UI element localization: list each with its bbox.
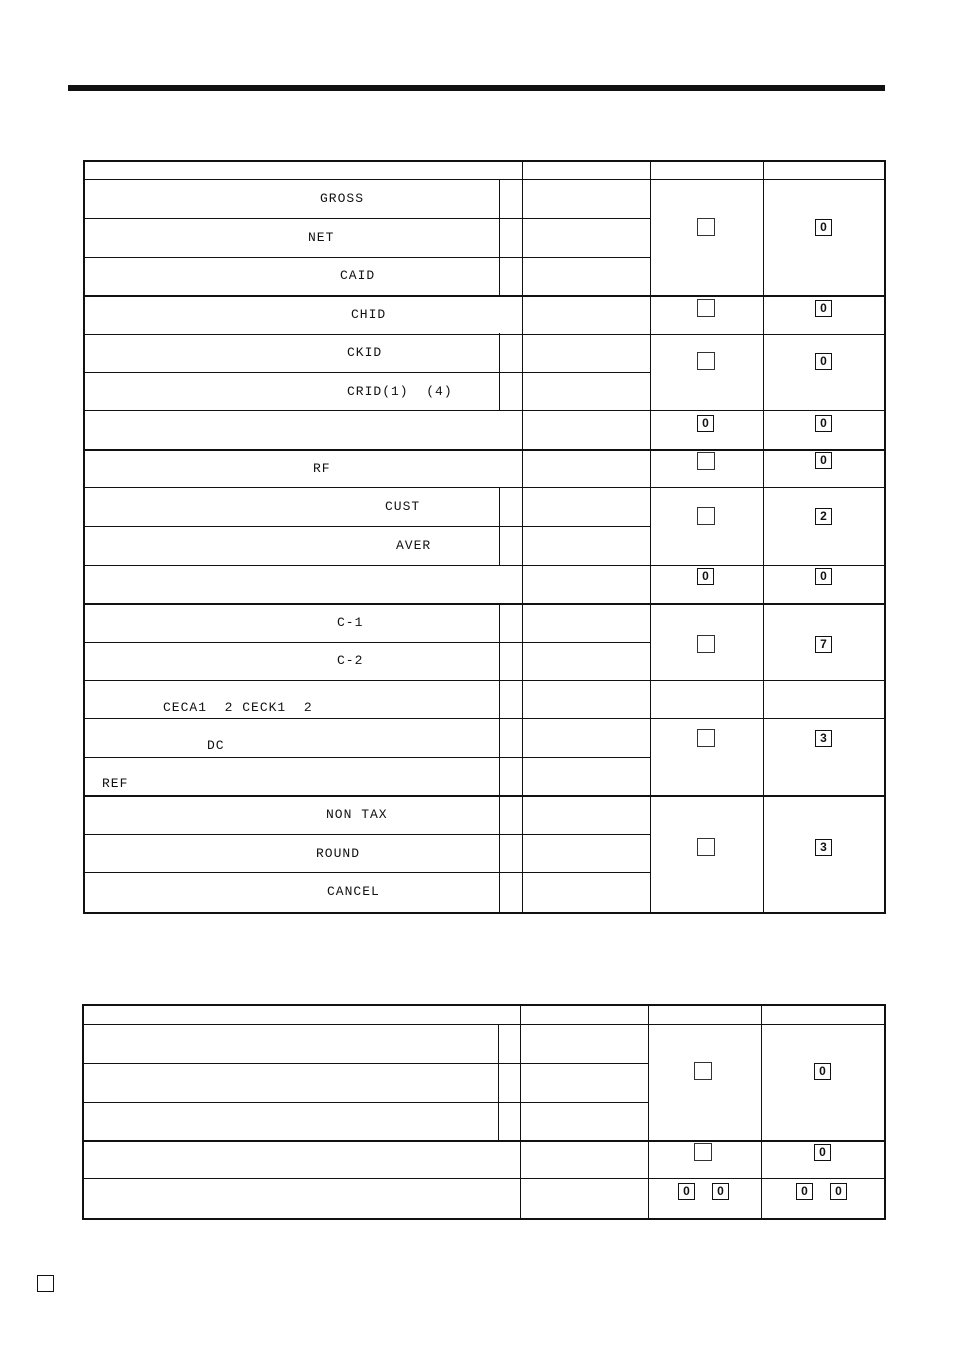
label-crid: CRID(1) (4): [347, 384, 453, 399]
empty-key-box: [697, 507, 715, 525]
program-table-1: [83, 160, 886, 914]
label-ckid: CKID: [347, 345, 383, 360]
key-digit: 0: [814, 1144, 831, 1161]
key-digit: 3: [815, 730, 832, 747]
label-cancel: CANCEL: [327, 884, 380, 899]
empty-key-box: [697, 838, 715, 856]
key-digit: 3: [815, 839, 832, 856]
label-aver: AVER: [396, 538, 432, 553]
label-gross: GROSS: [320, 191, 365, 206]
key-digit: 0: [814, 1063, 831, 1080]
label-chid: CHID: [351, 307, 387, 322]
key-digit: 2: [815, 508, 832, 525]
label-net: NET: [308, 230, 335, 245]
key-digit: 0: [830, 1183, 847, 1200]
empty-key-box: [697, 729, 715, 747]
empty-key-box: [697, 635, 715, 653]
key-digit: 0: [678, 1183, 695, 1200]
label-c2: C-2: [337, 653, 364, 668]
key-digit: 0: [815, 415, 832, 432]
key-digit: 0: [815, 219, 832, 236]
key-digit: 0: [815, 452, 832, 469]
label-rf: RF: [313, 461, 331, 476]
key-digit: 0: [697, 568, 714, 585]
label-caid: CAID: [340, 268, 376, 283]
label-non-tax: NON TAX: [326, 807, 388, 822]
empty-key-box: [697, 299, 715, 317]
key-digit: 0: [815, 300, 832, 317]
top-rule: [68, 85, 885, 91]
empty-key-box: [697, 218, 715, 236]
label-dc: DC: [207, 738, 225, 753]
empty-key-box: [697, 352, 715, 370]
empty-key-box: [694, 1062, 712, 1080]
label-ceca-ceck: CECA1 2 CECK1 2: [163, 700, 313, 715]
key-digit: 0: [712, 1183, 729, 1200]
label-cust: CUST: [385, 499, 421, 514]
label-ref: REF: [102, 776, 129, 791]
label-c1: C-1: [337, 615, 364, 630]
key-digit: 7: [815, 636, 832, 653]
page-corner-box: [37, 1275, 54, 1292]
key-digit: 0: [815, 353, 832, 370]
key-digit: 0: [815, 568, 832, 585]
label-round: ROUND: [316, 846, 361, 861]
key-digit: 0: [796, 1183, 813, 1200]
program-table-2: [82, 1004, 886, 1220]
empty-key-box: [697, 452, 715, 470]
empty-key-box: [694, 1143, 712, 1161]
key-digit: 0: [697, 415, 714, 432]
